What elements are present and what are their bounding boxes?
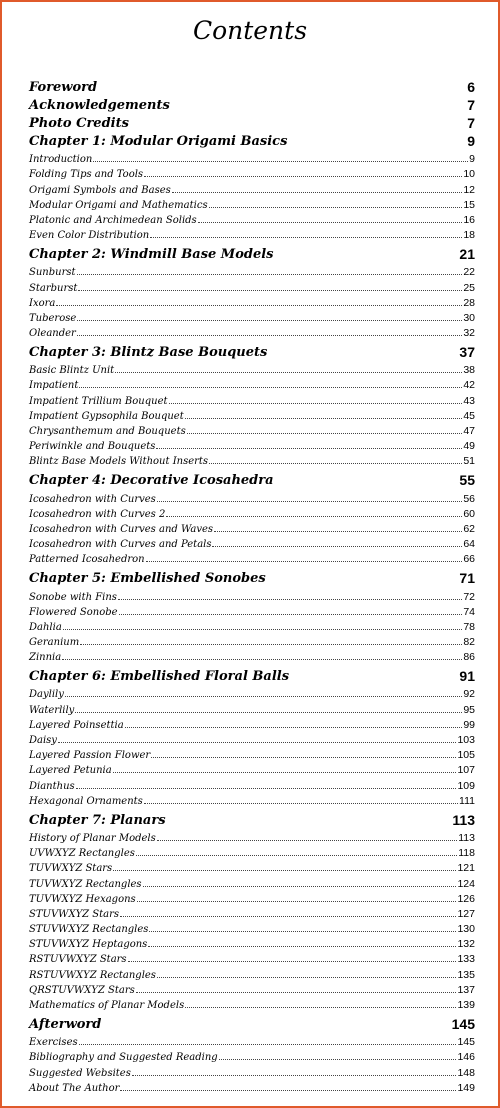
entry-title: Sonobe with Fins: [29, 591, 117, 603]
entry-page: 124: [457, 877, 475, 890]
entry-page: 56: [463, 492, 475, 505]
entry-title: Acknowledgements: [29, 98, 170, 113]
toc-entry: [29, 376, 475, 391]
toc-entry: [29, 996, 475, 1011]
chapter-page: 145: [451, 1016, 475, 1032]
dot-leader: [157, 501, 463, 502]
entry-page: 82: [463, 636, 475, 649]
dot-leader: [136, 992, 457, 993]
toc-entry: [29, 950, 475, 965]
entry-title: Layered Petunia: [29, 765, 112, 777]
entry-title: Introduction: [29, 154, 93, 166]
entry-title: Ixora: [29, 297, 56, 309]
dot-leader: [128, 961, 457, 962]
chapter-page: 113: [452, 811, 475, 828]
entry-page: 18: [463, 229, 475, 242]
entry-title: TUVWXYZ Hexagons: [29, 893, 136, 905]
toc-entry: [29, 391, 475, 406]
entry-page: 135: [457, 968, 475, 981]
toc-entry: [29, 309, 475, 324]
toc-chapter-heading: [29, 568, 475, 586]
entry-page: 62: [463, 522, 475, 535]
toc-entry: [29, 226, 475, 241]
entry-page: 137: [457, 983, 475, 996]
chapter-title: Chapter 1: Modular Origami Basics: [29, 134, 288, 149]
dot-leader: [219, 1059, 457, 1060]
entry-page: 113: [458, 831, 475, 844]
entry-title: Waterlily: [29, 704, 75, 716]
chapter-list: [29, 131, 475, 1097]
toc-entry: [29, 263, 475, 278]
entry-page: 60: [463, 507, 475, 520]
toc-entry: [29, 211, 475, 226]
toc-chapter-heading: [29, 1014, 475, 1032]
entry-page: 99: [463, 718, 475, 731]
dot-leader: [136, 855, 457, 856]
toc-entry: [29, 618, 475, 633]
entry-page: 15: [463, 198, 475, 211]
entry-title: STUVWXYZ Stars: [29, 908, 120, 920]
dot-leader: [93, 161, 468, 162]
page-title: Contents: [192, 16, 308, 45]
entry-title: Geranium: [29, 637, 80, 649]
chapter-title: Chapter 2: Windmill Base Models: [29, 247, 274, 263]
chapter-title: Chapter 4: Decorative Icosahedra: [29, 473, 274, 489]
toc-entry: [29, 716, 475, 731]
entry-page: 64: [463, 538, 475, 551]
toc-entry: [29, 587, 475, 602]
dot-leader: [166, 516, 462, 517]
chapter-title: Chapter 6: Embellished Floral Balls: [29, 669, 290, 685]
toc-entry: [29, 761, 475, 776]
entry-title: Oleander: [29, 328, 76, 340]
dot-leader: [115, 372, 462, 373]
entry-page: 45: [463, 409, 475, 422]
entry-title: STUVWXYZ Heptagons: [29, 939, 148, 951]
toc-entry: [29, 905, 475, 920]
toc-entry: [29, 452, 475, 467]
entry-title: History of Planar Models: [29, 832, 156, 844]
entry-title: TUVWXYZ Stars: [29, 863, 113, 875]
entry-page: 47: [463, 425, 475, 437]
table-of-contents: [29, 77, 475, 1097]
entry-page: 105: [457, 749, 475, 762]
entry-title: Chrysanthemum and Bouquets: [29, 426, 186, 437]
dot-leader: [209, 463, 462, 464]
entry-title: Hexagonal Ornaments: [29, 795, 143, 807]
dot-leader: [157, 977, 457, 978]
entry-page: 118: [458, 847, 475, 860]
chapter-page: 21: [459, 246, 475, 263]
entry-page: 126: [457, 892, 475, 905]
entry-title: Platonic and Archimedean Solids: [29, 214, 197, 226]
entry-page: 74: [463, 605, 475, 618]
entry-page: 32: [463, 327, 475, 340]
entry-page: 25: [463, 281, 475, 294]
toc-entry: [29, 505, 475, 520]
toc-entry: [29, 489, 475, 504]
dot-leader: [156, 448, 462, 449]
entry-title: Even Color Distribution: [29, 230, 150, 242]
entry-title: Periwinkle and Bouquets: [29, 441, 156, 453]
entry-page: 9: [469, 153, 475, 166]
entry-page: 107: [457, 764, 475, 777]
chapter-title: Chapter 7: Planars: [29, 812, 166, 828]
toc-entry: [29, 890, 475, 905]
entry-page: 103: [457, 734, 475, 746]
dot-leader: [120, 916, 456, 917]
toc-chapter-heading: [29, 342, 475, 360]
toc-entry: [29, 700, 475, 715]
dot-leader: [118, 599, 462, 600]
chapter-page: 71: [459, 570, 475, 587]
toc-entry: [29, 829, 475, 844]
toc-entry: [29, 603, 475, 618]
entry-title: Origami Symbols and Bases: [29, 184, 171, 196]
entry-title: Icosahedron with Curves: [29, 493, 156, 505]
entry-title: Suggested Websites: [29, 1067, 131, 1079]
entry-page: 28: [463, 296, 475, 309]
entry-page: 22: [463, 266, 475, 279]
entry-title: Starburst: [29, 282, 78, 294]
entry-title: Mathematics of Planar Models: [29, 1000, 185, 1011]
toc-chapter-heading: [29, 131, 475, 149]
toc-entry: [29, 165, 475, 180]
entry-title: Impatient Gypsophila Bouquet: [29, 410, 184, 422]
entry-page: 148: [457, 1066, 475, 1079]
entry-title: Sunburst: [29, 267, 76, 279]
toc-entry: [29, 844, 475, 859]
entry-title: Layered Passion Flower: [29, 750, 151, 762]
toc-entry: [29, 685, 475, 700]
entry-page: 12: [463, 183, 475, 196]
dot-leader: [185, 1007, 456, 1008]
entry-title: Folding Tips and Tools: [29, 169, 144, 181]
entry-page: 49: [463, 440, 475, 453]
dot-leader: [212, 546, 462, 547]
entry-page: 6: [467, 79, 475, 95]
dot-leader: [65, 696, 462, 697]
toc-entry: [29, 981, 475, 996]
dot-leader: [144, 803, 458, 804]
entry-title: TUVWXYZ Rectangles: [29, 878, 142, 890]
toc-entry: [29, 324, 475, 339]
toc-front-entry: [29, 77, 475, 95]
entry-page: 149: [457, 1081, 475, 1094]
dot-leader: [62, 659, 462, 660]
dot-leader: [56, 305, 462, 306]
toc-entry: [29, 965, 475, 980]
toc-entry: [29, 935, 475, 950]
entry-page: 133: [457, 953, 475, 966]
toc-front-entry: [29, 113, 475, 131]
entry-title: QRSTUVWXYZ Stars: [29, 984, 135, 996]
chapter-title: Chapter 3: Blintz Base Bouquets: [29, 345, 268, 361]
entry-page: 7: [467, 97, 475, 113]
entry-title: Patterned Icosahedron: [29, 554, 145, 566]
entry-title: Impatient Trillium Bouquet: [29, 395, 168, 407]
dot-leader: [78, 290, 462, 291]
dot-leader: [76, 788, 457, 789]
entry-title: Photo Credits: [29, 116, 129, 131]
dot-leader: [143, 886, 457, 887]
toc-entry: [29, 294, 475, 309]
toc-entry: [29, 792, 475, 807]
entry-title: About The Author: [29, 1082, 120, 1094]
entry-title: Flowered Sonobe: [29, 606, 118, 618]
toc-chapter-heading: [29, 470, 475, 488]
dot-leader: [148, 946, 456, 947]
entry-title: Modular Origami and Mathematics: [29, 199, 208, 211]
toc-entry: [29, 1063, 475, 1078]
chapter-page: 9: [467, 133, 475, 149]
entry-page: 111: [459, 794, 475, 807]
dot-leader: [149, 931, 456, 932]
dot-leader: [120, 1090, 456, 1091]
entry-page: 92: [463, 688, 475, 701]
toc-entry: [29, 1048, 475, 1063]
toc-entry: [29, 633, 475, 648]
dot-leader: [187, 433, 463, 434]
entry-page: 130: [457, 923, 475, 936]
dot-leader: [150, 237, 462, 238]
dot-leader: [137, 901, 457, 902]
entry-page: 10: [463, 168, 475, 181]
dot-leader: [157, 840, 457, 841]
toc-entry: [29, 407, 475, 422]
toc-entry: [29, 731, 475, 746]
toc-entry: [29, 874, 475, 889]
entry-title: RSTUVWXYZ Rectangles: [29, 969, 156, 981]
entry-page: 127: [457, 907, 475, 920]
dot-leader: [80, 644, 462, 645]
dot-leader: [198, 222, 463, 223]
dot-leader: [75, 712, 462, 713]
dot-leader: [125, 727, 463, 728]
dot-leader: [113, 772, 457, 773]
chapter-page: 91: [459, 668, 475, 685]
dot-leader: [144, 176, 462, 177]
entry-page: 7: [467, 115, 475, 131]
entry-title: Icosahedron with Curves and Waves: [29, 523, 214, 535]
toc-entry: [29, 859, 475, 874]
entry-page: 95: [463, 703, 475, 716]
toc-entry: [29, 1033, 475, 1048]
entry-page: 30: [463, 311, 475, 324]
toc-entry: [29, 437, 475, 452]
entry-page: 42: [463, 379, 475, 392]
section-spacer: [29, 1094, 475, 1097]
entry-page: 66: [463, 553, 475, 566]
entry-title: UVWXYZ Rectangles: [29, 848, 135, 860]
toc-front-entry: [29, 95, 475, 113]
toc-entry: [29, 776, 475, 791]
entry-page: 139: [457, 999, 475, 1011]
entry-title: Zinnia: [29, 652, 62, 664]
dot-leader: [63, 629, 463, 630]
entry-title: Exercises: [29, 1037, 78, 1049]
entry-page: 145: [457, 1036, 475, 1049]
chapter-title: Afterword: [29, 1017, 102, 1032]
dot-leader: [58, 742, 457, 743]
entry-title: Basic Blintz Unit: [29, 365, 115, 377]
toc-entry: [29, 520, 475, 535]
dot-leader: [79, 387, 462, 388]
entry-page: 146: [457, 1051, 475, 1064]
toc-entry: [29, 535, 475, 550]
entry-page: 16: [463, 213, 475, 226]
dot-leader: [77, 274, 463, 275]
toc-entry: [29, 1079, 475, 1094]
toc-chapter-heading: [29, 810, 475, 828]
dot-leader: [113, 870, 456, 871]
dot-leader: [119, 614, 463, 615]
toc-entry: [29, 361, 475, 376]
toc-entry: [29, 550, 475, 565]
toc-entry: [29, 150, 475, 165]
toc-entry: [29, 180, 475, 195]
dot-leader: [214, 531, 462, 532]
entry-page: 72: [463, 590, 475, 603]
entry-title: Dahlia: [29, 621, 62, 633]
entry-title: Bibliography and Suggested Reading: [29, 1052, 218, 1064]
dot-leader: [132, 1075, 457, 1076]
entry-page: 51: [463, 455, 475, 468]
chapter-page: 37: [459, 344, 475, 361]
toc-chapter-heading: [29, 666, 475, 684]
entry-title: Daisy: [29, 735, 57, 746]
toc-chapter-heading: [29, 244, 475, 262]
entry-title: Dianthus: [29, 780, 75, 792]
entry-page: 121: [457, 862, 475, 875]
entry-page: 86: [463, 651, 475, 664]
entry-title: Icosahedron with Curves and Petals: [29, 539, 212, 551]
dot-leader: [77, 320, 462, 321]
dot-leader: [185, 418, 463, 419]
dot-leader: [79, 1044, 457, 1045]
entry-title: STUVWXYZ Rectangles: [29, 924, 149, 936]
dot-leader: [77, 335, 462, 336]
chapter-page: 55: [459, 472, 475, 489]
toc-entry: [29, 422, 475, 437]
dot-leader: [172, 192, 463, 193]
toc-entry: [29, 746, 475, 761]
entry-title: Layered Poinsettia: [29, 719, 124, 731]
toc-entry: [29, 196, 475, 211]
dot-leader: [169, 403, 463, 404]
entry-page: 43: [463, 394, 475, 407]
entry-page: 78: [463, 620, 475, 633]
toc-entry: [29, 920, 475, 935]
entry-title: Icosahedron with Curves 2: [29, 508, 166, 520]
toc-entry: [29, 648, 475, 663]
entry-title: Foreword: [29, 80, 98, 95]
entry-title: Daylily: [29, 689, 64, 701]
chapter-title: Chapter 5: Embellished Sonobes: [29, 571, 266, 587]
entry-title: RSTUVWXYZ Stars: [29, 954, 127, 966]
dot-leader: [146, 561, 463, 562]
entry-page: 132: [457, 938, 475, 951]
entry-title: Blintz Base Models Without Inserts: [29, 456, 209, 468]
dot-leader: [151, 757, 456, 758]
entry-title: Impatient: [29, 380, 79, 392]
entry-title: Tuberose: [29, 312, 77, 324]
entry-page: 38: [463, 364, 475, 377]
dot-leader: [209, 207, 463, 208]
toc-entry: [29, 278, 475, 293]
entry-page: 109: [457, 779, 475, 792]
